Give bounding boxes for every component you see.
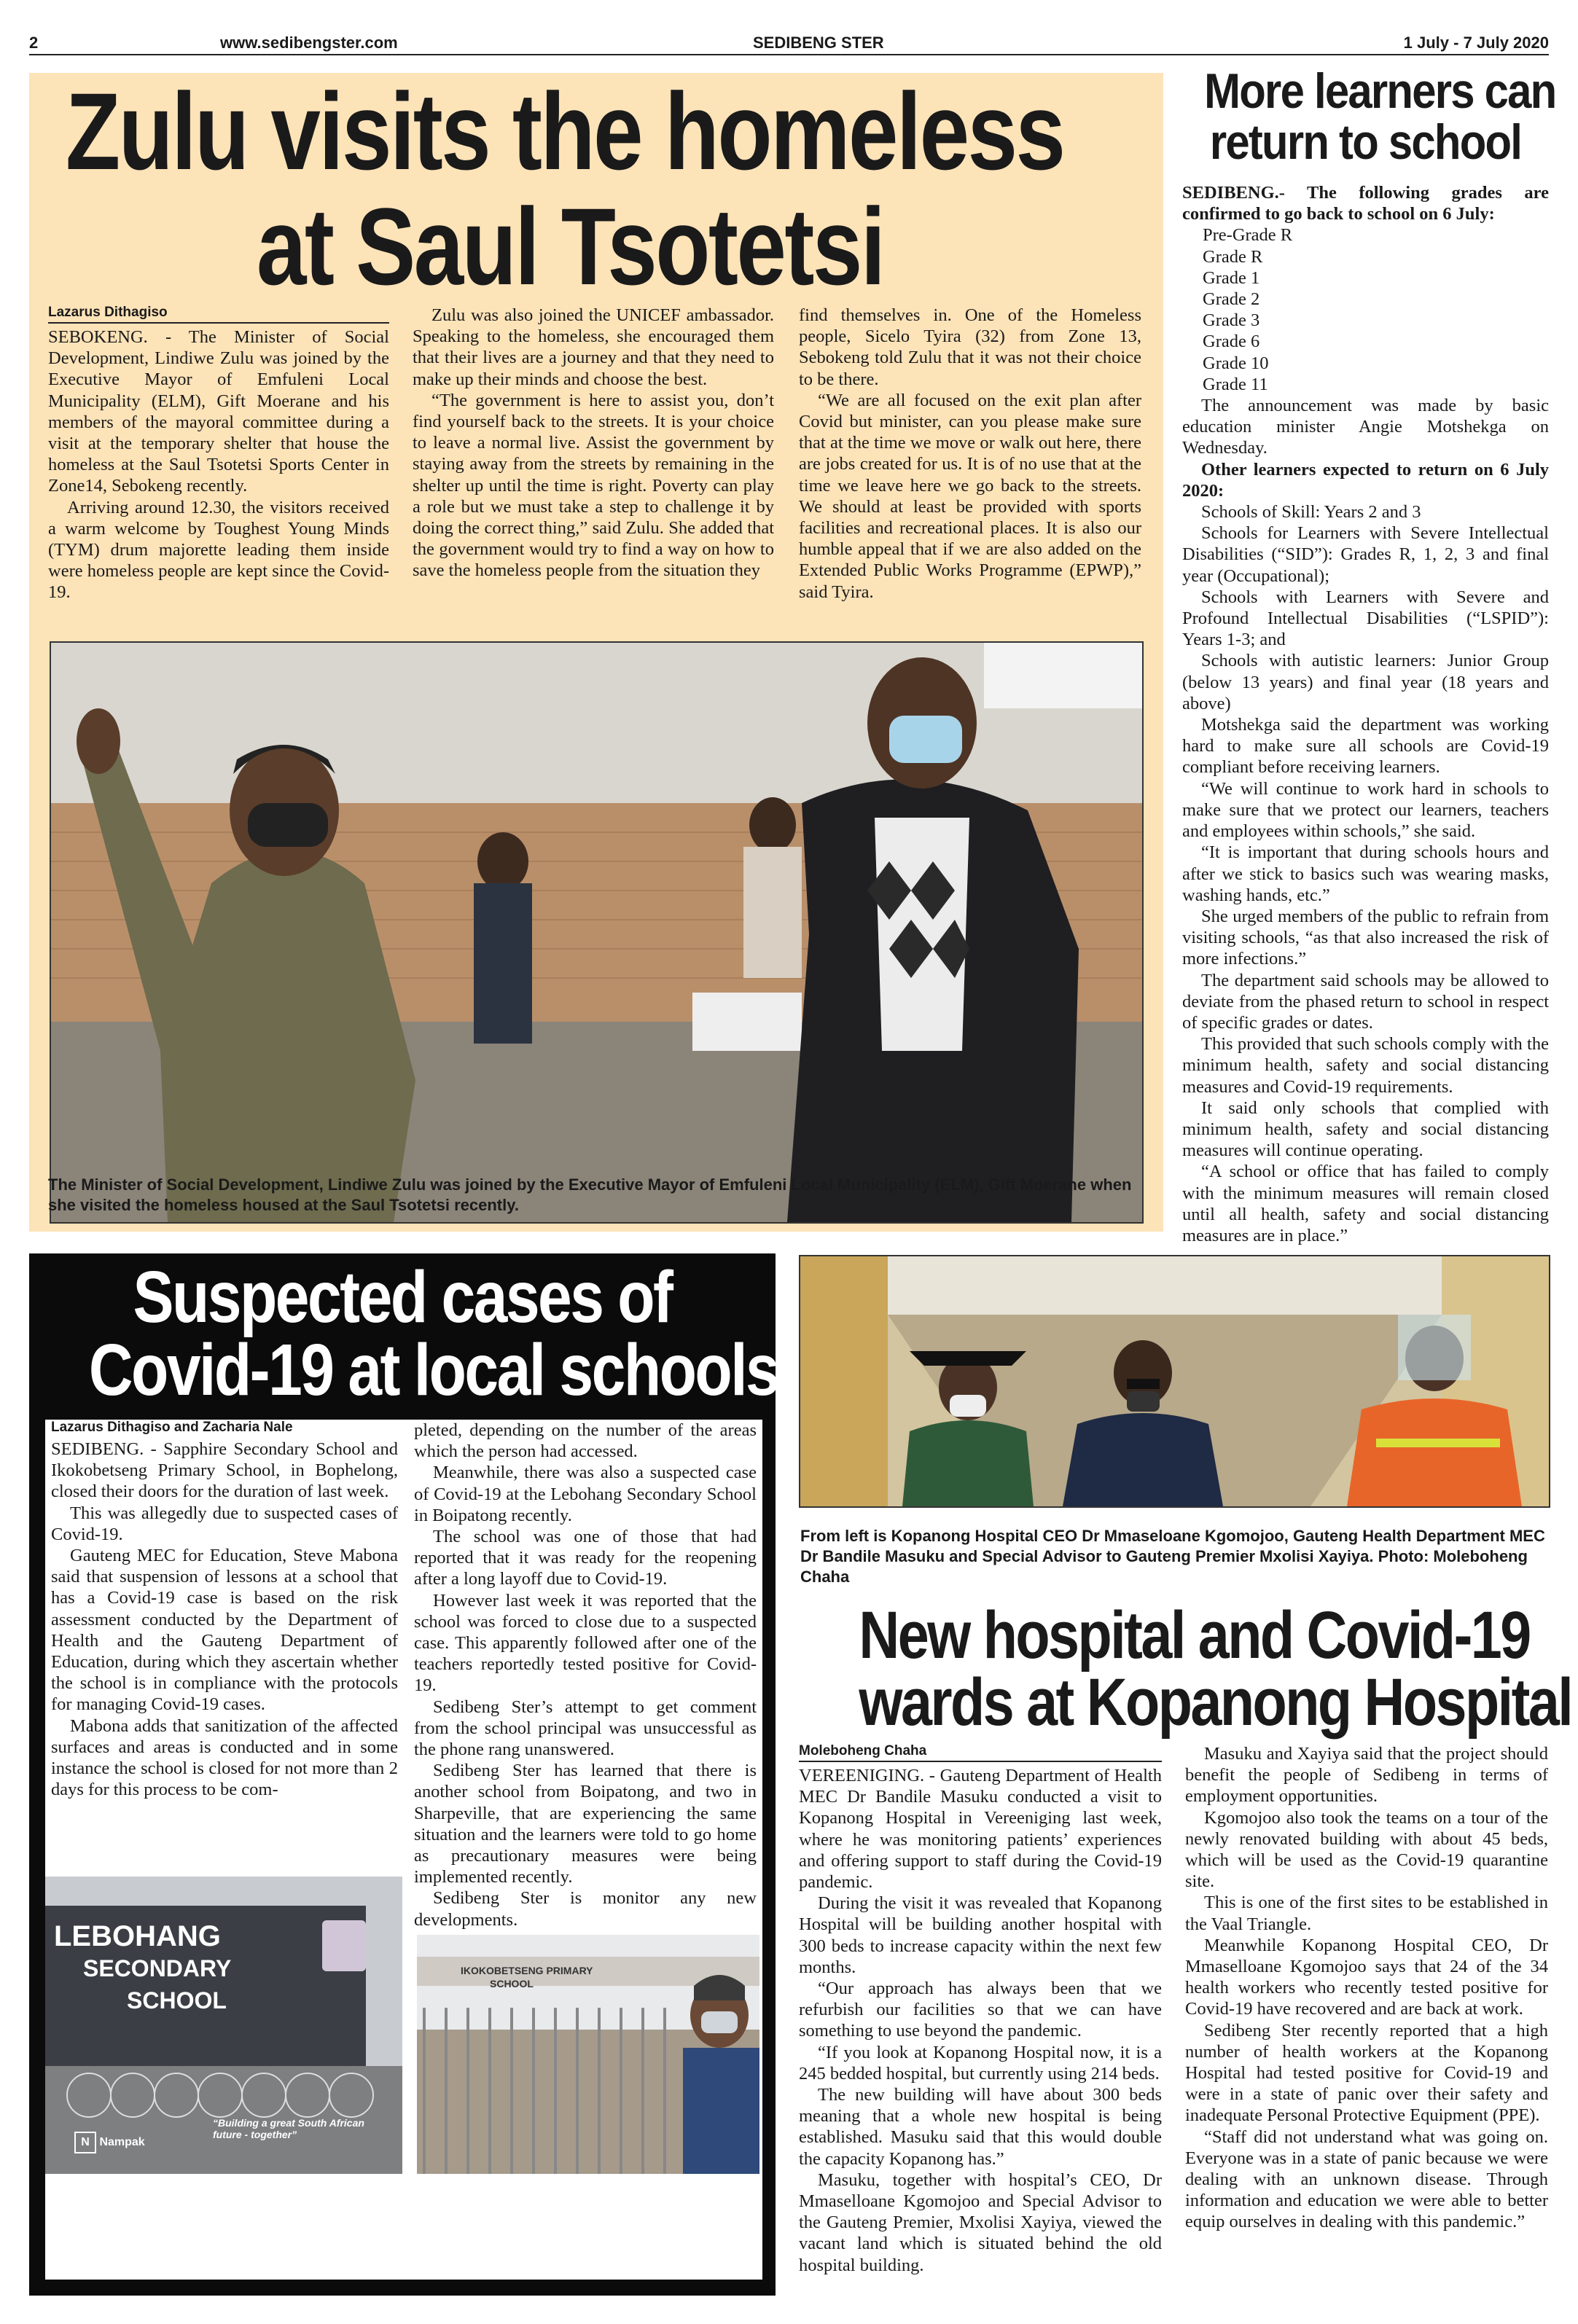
- covid-paragraph: The school was one of those that had reported that it was ready for the reopening after a long layoff due to Covid-19.: [414, 1527, 757, 1589]
- covid-schools-column-2: [414, 1420, 757, 1930]
- grade-item: Grade 2: [1203, 289, 1260, 310]
- learners-intro: SEDIBENG.- The following grades are confirmed to go back to school on 6 July:: [1182, 183, 1549, 224]
- covid-paragraph: However last week it was reported that the school was forced to close due to a suspected case. This apparently followed after one of the teachers reportedly tested positive for Covid-19.: [414, 1590, 757, 1696]
- zulu-column-1: [48, 326, 389, 603]
- learners-paragraph: The announcement was made by basic education minister Angie Motshekga on Wednesday.: [1182, 396, 1549, 458]
- kopanong-photo-caption: From left is Kopanong Hospital CEO Dr Mmaseloane Kgomojoo, Gauteng Health Department MEC Dr Bandile Masuku and Special Advisor to Gauteng Premier Mxolisi Xayiya. Photo: Moleboheng Chaha: [800, 1527, 1545, 1586]
- zulu-headline-line1: Zulu visits the homeless: [66, 70, 1064, 192]
- covid-paragraph: This was allegedly due to suspected cases of Covid-19.: [51, 1503, 398, 1544]
- covid-paragraph: Sedibeng Ster’s attempt to get comment from the school principal was unsuccessful as the phone rang unanswered.: [414, 1697, 757, 1760]
- zulu-column-3: [799, 305, 1141, 603]
- hospital-paragraph: Masuku, together with hospital’s CEO, Dr Mmaselloane Kgomojoo and Special Advisor to the Gauteng Premier, Mxolisi Xayiya, viewed the vacant land which is situated behind the old hospital building.: [799, 2170, 1162, 2275]
- learners-paragraph: She urged members of the public to refrain from visiting schools, “as that also increased the risk of more infections.”: [1182, 906, 1549, 969]
- hospital-paragraph: This is one of the first sites to be established in the Vaal Triangle.: [1185, 1893, 1548, 1934]
- zulu-photo-caption: The Minister of Social Development, Lindiwe Zulu was joined by the Executive Mayor of Emfuleni Local Municipality (ELM), Gift Moerane when she visited the homeless housed at the Saul Tsotetsi recently.: [48, 1175, 1132, 1214]
- grade-list: [1182, 224, 1549, 395]
- hospital-paragraph: “Staff did not understand what was going on. Everyone was in a state of panic because we were dealing with an unknown disease. Through information and education we were able to better equip ourselves in dealing with this pandemic.”: [1185, 2127, 1548, 2232]
- learners-paragraph: “A school or office that has failed to comply with the minimum measures will remain closed until all health, safety and social distancing measures are in place.”: [1182, 1162, 1549, 1245]
- hospital-paragraph: “Our approach has always been that we refurbish our facilities so that we can have something to use beyond the pandemic.: [799, 1979, 1162, 2041]
- zulu-paragraph: “We are all focused on the exit plan after Covid but minister, can you please make sure that at the time we move or walk out here, there are jobs created for us. It is of no use that at the time we leave here we go back to the streets. We should at least be provided with sports facilities and recreational places. It is also our humble appeal that if we are also added on the Extended Public Works Programme (EPWP),” said Tyira.: [799, 390, 1141, 602]
- nampak-logo-mark: N: [74, 2132, 96, 2153]
- learners-headline-line2: return to school: [1209, 114, 1522, 170]
- kopanong-photo-illustration: [800, 1256, 1549, 1506]
- covid-paragraph: Gauteng MEC for Education, Steve Mabona said that suspension of lessons at a school that has a Covid-19 case is based on the risk assessment conducted by the Department of Health and the Gauteng Department of Education, during which they ascertain whether the school is in compliance with the protocols for managing Covid-19 cases.: [51, 1546, 398, 1715]
- kopanong-hospital-photo: [799, 1255, 1550, 1508]
- lebohang-sign-line: SECONDARY: [83, 1955, 232, 1981]
- covid-paragraph: pleted, depending on the number of the areas which the person had accessed.: [414, 1420, 757, 1462]
- zulu-paragraph: “The government is here to assist you, don’t find yourself back to the streets. It is your choice to leave a normal live. Assist the government by staying away from the streets by remaining in the shelter up until the time is right. Poverty can play a role but we must take a step to challenge it by doing the correct thing,” said Zulu. She added that the government would try to find a way on how to save the homeless people from the situation they: [413, 390, 774, 581]
- zulu-column-2: [413, 305, 774, 582]
- page-header: [29, 32, 1549, 55]
- zulu-byline: Lazarus Dithagiso: [48, 305, 389, 324]
- hospital-paragraph: “If you look at Kopanong Hospital now, it is a 245 bedded hospital, but currently using 214 beds.: [799, 2042, 1162, 2084]
- grade-item: Pre-Grade R: [1203, 225, 1293, 246]
- lebohang-banner: “Building a great South African future - together”: [213, 2117, 364, 2140]
- covid-schools-headline-line1: Suspected cases of: [133, 1256, 672, 1338]
- hospital-paragraph: The new building will have about 300 beds meaning that a whole new hospital is being established. Masuku said that this would double the capacity Kopanong has.”: [799, 2085, 1162, 2169]
- learners-body: [1182, 182, 1549, 1246]
- learners-paragraph: Schools of Skill: Years 2 and 3: [1201, 502, 1421, 523]
- hospital-paragraph: Meanwhile Kopanong Hospital CEO, Dr Mmaselloane Kgomojoo says that 24 of the 34 health workers who recently tested positive for Covid-19 have recovered and are back at work.: [1185, 1935, 1548, 2019]
- grade-item: Grade 1: [1203, 267, 1260, 288]
- learners-paragraph: This provided that such schools comply with the minimum health, safety and social distancing measures and Covid-19 requirements.: [1182, 1034, 1549, 1097]
- learners-paragraph: Schools for Learners with Severe Intellectual Disabilities (“SID”): Grades R, 1, 2, 3 and final year (Occupational);: [1182, 523, 1549, 586]
- lebohang-school-photo: [45, 1877, 402, 2174]
- hospital-headline-line1: New hospital and Covid-19: [859, 1598, 1530, 1672]
- learners-paragraph: Schools with Learners with Severe and Profound Intellectual Disabilities (“LSPID”): Years 1-3; and: [1182, 587, 1549, 650]
- covid-paragraph: Mabona adds that sanitization of the affected surfaces and areas is conducted and in some instance the school is closed for not more than 2 days for this process to be com-: [51, 1715, 398, 1800]
- page-number: 2: [29, 34, 39, 52]
- covid-paragraph: Sedibeng Ster is monitor any new developments.: [414, 1888, 757, 1930]
- hospital-paragraph: During the visit it was revealed that Kopanong Hospital will be building another hospital with 300 beds to increase capacity within the next few months.: [799, 1893, 1162, 1977]
- learners-paragraph: Motshekga said the department was working hard to make sure all schools are Covid-19 compliant before receiving learners.: [1182, 715, 1549, 778]
- paper-name: SEDIBENG STER: [753, 34, 884, 52]
- covid-schools-column-1: [51, 1439, 398, 1800]
- ikokobetseng-photo-caption: Ikokobetseng Primary School in Bophelong was closed for the whole of last week. Photo: Lazarus Dithagiso: [414, 2191, 759, 2250]
- hospital-paragraph: VEREENIGING. - Gauteng Department of Health MEC Dr Bandile Masuku conducted a visit to Kopanong Hospital in Vereeniging last week, where he was monitoring patients’ experiences and offering support to staff during the Covid-19 pandemic.: [799, 1766, 1162, 1893]
- covid-paragraph: Meanwhile, there was also a suspected case of Covid-19 at the Lebohang Secondary School in Boipatong recently.: [414, 1463, 757, 1525]
- lebohang-sign-line: LEBOHANG: [54, 1920, 221, 1952]
- grade-item: Grade 3: [1203, 310, 1260, 331]
- learners-paragraph: The department said schools may be allowed to deviate from the phased return to school in respect of specific grades or dates.: [1182, 970, 1549, 1033]
- ikokobetseng-sign-line: IKOKOBETSENG PRIMARY: [461, 1965, 593, 1976]
- issue-date: 1 July - 7 July 2020: [1403, 34, 1549, 52]
- zulu-feature-box: [29, 70, 1163, 1232]
- learners-paragraph: “It is important that during schools hours and after we stick to basics such was wearing masks, washing hands, etc.”: [1182, 842, 1549, 905]
- grade-item: Grade 6: [1203, 332, 1260, 352]
- zulu-paragraph: Zulu was also joined the UNICEF ambassador. Speaking to the homeless, she encouraged them that their lives are a journey and that they need to make up their minds and choose the best.: [413, 305, 774, 389]
- covid-schools-byline: Lazarus Dithagiso and Zacharia Nale: [51, 1420, 293, 1435]
- learners-headline-line1: More learners can: [1204, 63, 1556, 119]
- nampak-logo-text: Nampak: [99, 2136, 145, 2149]
- covid-paragraph: SEDIBENG. - Sapphire Secondary School and Ikokobetseng Primary School, in Bophelong, closed their doors for the duration of last week.: [51, 1439, 398, 1502]
- zulu-paragraph: SEBOKENG. - The Minister of Social Development, Lindiwe Zulu was joined by the Executive Mayor of Emfuleni Local Municipality (ELM), Gift Moerane and his members of the mayoral committee during a visit at the temporary shelter that house the homeless at the Saul Tsotetsi Sports Center in Zone14, Sebokeng recently.: [48, 327, 389, 496]
- lebohang-photo-caption: There was a suspected case of Covid-19 at Lebohang Secondary School in Boipatong recently. Photo: Zachari Nale: [51, 2191, 378, 2250]
- learners-paragraph: “We will continue to work hard in schools to make sure that we protect our learners, teachers and employees within schools,” she said.: [1182, 778, 1549, 842]
- hospital-headline-line2: wards at Kopanong Hospital: [859, 1665, 1572, 1740]
- ikokobetseng-sign-line: SCHOOL: [490, 1978, 534, 1990]
- grade-item: Grade 11: [1203, 374, 1268, 394]
- zulu-headline-line2: at Saul Tsotetsi: [257, 185, 884, 308]
- learners-subhead: Other learners expected to return on 6 July 2020:: [1182, 459, 1549, 501]
- zulu-paragraph: Arriving around 12.30, the visitors received a warm welcome by Toughest Young Minds (TYM) drum majorette leading them inside were homeless people are kept since the Covid-19.: [48, 497, 389, 603]
- hospital-paragraph: Kgomojoo also took the teams on a tour of the newly renovated building with about 45 beds, which will be used as the Covid-19 quarantine site.: [1185, 1807, 1548, 1892]
- zulu-paragraph: find themselves in. One of the Homeless people, Sicelo Tyira (32) from Zone 13, Sebokeng told Zulu that it was not their choice to be there.: [799, 305, 1141, 389]
- nampak-logo: [74, 2132, 145, 2153]
- zulu-photo-illustration: [51, 643, 1142, 1222]
- hospital-column-1: [799, 1765, 1162, 2276]
- covid-schools-headline-line2: Covid-19 at local schools: [88, 1329, 778, 1411]
- hospital-column-2: [1185, 1743, 1548, 2233]
- covid-schools-box: [29, 1253, 776, 2296]
- zulu-photo: [50, 641, 1144, 1224]
- grade-item: Grade R: [1203, 246, 1263, 267]
- hospital-paragraph: Sedibeng Ster recently reported that a high number of health workers at the Kopanong Hospital had tested positive for Covid-19 and were in a state of panic over their safety and inadequate Personal Protective Equipment (PPE).: [1185, 2020, 1548, 2126]
- learners-paragraph: It said only schools that complied with minimum health, safety and social distancing measures will continue operating.: [1182, 1098, 1549, 1161]
- grade-item: Grade 10: [1203, 353, 1269, 373]
- lebohang-sign-line: SCHOOL: [127, 1987, 227, 2014]
- covid-paragraph: Sedibeng Ster has learned that there is another school from Boipatong, and two in Sharpeville, that are experiencing the same situation and the learners were told to go home as precautionary measures were being implemented recently.: [414, 1761, 757, 1887]
- learners-story: [1182, 63, 1556, 1245]
- hospital-paragraph: Masuku and Xayiya said that the project should benefit the people of Sedibeng in terms of employment opportunities.: [1185, 1744, 1548, 1807]
- learners-paragraph: Schools with autistic learners: Junior Group (below 13 years) and final year (18 years and above): [1182, 651, 1549, 713]
- hospital-byline: Moleboheng Chaha: [799, 1743, 1162, 1762]
- website-link[interactable]: www.sedibengster.com: [220, 34, 398, 52]
- ikokobetseng-school-photo: [417, 1935, 759, 2174]
